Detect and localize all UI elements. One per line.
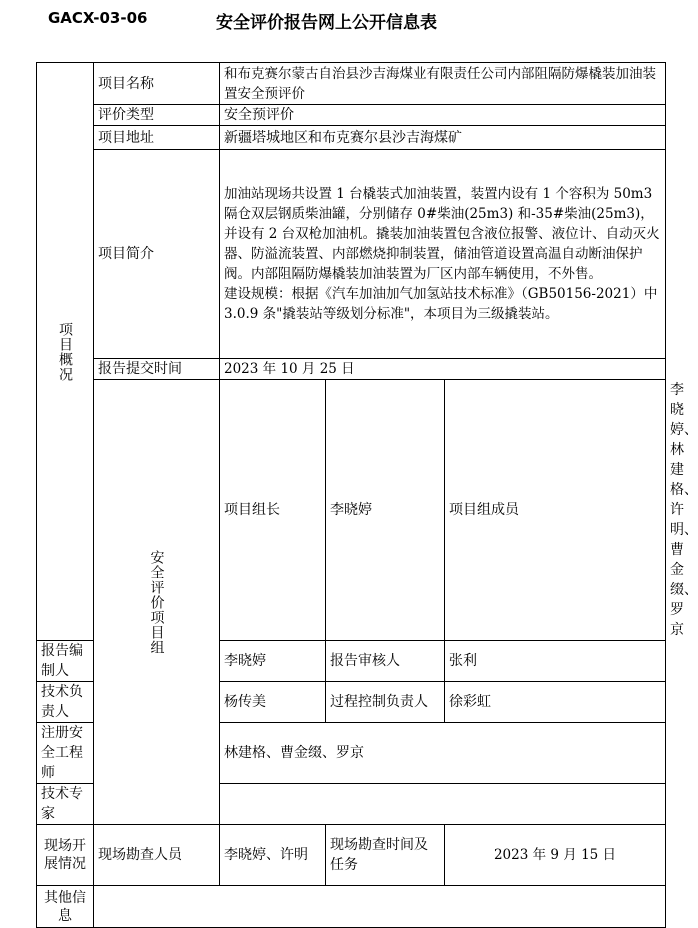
submit-date-label: 报告提交时间 bbox=[94, 359, 220, 380]
tech-lead-label: 技术负责人 bbox=[37, 682, 94, 723]
other-info-value bbox=[94, 886, 666, 928]
project-intro-paragraph-1: 加油站现场共设置 1 台橇装式加油装置，装置内设有 1 个容积为 50m3 隔仓双层钢质柴油罐，分别储存 0#柴油(25m3) 和-35#柴油(25m3)，并设有 2 台双枪加油机。撬装加油装置包含液位报警、液位计、自动灭火器、防溢流装置、内部燃烧抑制装置，储油管道设置高温自动断油保护阀。内部阻隔防爆橇装加油装置为厂区内部车辆使用，不外售。 bbox=[224, 186, 660, 282]
info-table: 项目概况 项目名称 和布克赛尔蒙古自治县沙吉海煤业有限责任公司内部阻隔防爆橇装加油装置安全预评价 评价类型 安全预评价 项目地址 新疆塔城地区和布克赛尔县沙吉海煤矿 项目简介 加油站现场共设置 1 台橇装式加油装置，装置内设有 1 个容积为 50m3 隔仓双层钢质柴油罐，分别储存 0#柴油(25m3) 和-35#柴油(25m3)，并设有 2 台双枪加油机。撬装加油装置包含液位报警、液位计、自动灭火器、防溢流装置、内部燃烧抑制装置，储油管道设置高温自动断油保护阀。内部阻隔防爆橇装加油装置为厂区内部车辆使用，不外售。 建设规模：根据《汽车加油加气加氢站技术标准》（GB50156-2021）中 3.0.9 条"撬装站等级划分标准"，本项目为三级撬装站。 报告提交时间 2023 年 10 月 25 日 安全评价项目组 项目组长 李晓婷 项目组成员 李晓婷、林建格、许明、曹金缀、罗京 报告编制人 李晓婷 报告审核人 张利 技术负责人 杨传美 过程控制负责人 徐彩虹 注册安全工程师 林建格、曹金缀、罗京 技术专家 现场开展情况 现场勘查人员 李晓婷、许明 现场勘查时间及任务 2023 年 9 月 15 日 其他信息 bbox=[36, 62, 666, 928]
tech-lead-value: 杨传美 bbox=[220, 682, 326, 723]
project-name-value: 和布克赛尔蒙古自治县沙吉海煤业有限责任公司内部阻隔防爆橇装加油装置安全预评价 bbox=[220, 63, 666, 105]
team-members-label: 项目组成员 bbox=[445, 380, 666, 641]
site-section: 现场开展情况 bbox=[37, 825, 94, 886]
site-time-label: 现场勘查时间及任务 bbox=[326, 825, 445, 886]
project-address-value: 新疆塔城地区和布克赛尔县沙吉海煤矿 bbox=[220, 126, 666, 150]
document-title: 安全评价报告网上公开信息表 bbox=[216, 13, 437, 33]
document-code: GACX-03-06 bbox=[48, 9, 148, 27]
project-intro-label: 项目简介 bbox=[94, 150, 220, 359]
team-section-label: 安全评价项目组 bbox=[148, 549, 165, 655]
process-control-label: 过程控制负责人 bbox=[326, 682, 445, 723]
process-control-value: 徐彩虹 bbox=[445, 682, 666, 723]
safety-engineer-label: 注册安全工程师 bbox=[37, 723, 94, 784]
overview-section-label: 项目概况 bbox=[57, 321, 73, 382]
project-intro-paragraph-2: 建设规模：根据《汽车加油加气加氢站技术标准》（GB50156-2021）中 3.0.9 条"撬装站等级划分标准"，本项目为三级撬装站。 bbox=[224, 286, 658, 322]
project-address-label: 项目地址 bbox=[94, 126, 220, 150]
eval-type-value: 安全预评价 bbox=[220, 105, 666, 126]
report-writer-value: 李晓婷 bbox=[220, 641, 326, 682]
safety-engineer-value: 林建格、曹金缀、罗京 bbox=[220, 723, 666, 784]
overview-section bbox=[37, 63, 94, 641]
team-section bbox=[94, 380, 220, 825]
report-reviewer-label: 报告审核人 bbox=[326, 641, 445, 682]
site-people-label: 现场勘查人员 bbox=[94, 825, 220, 886]
report-writer-label: 报告编制人 bbox=[37, 641, 94, 682]
submit-date-value: 2023 年 10 月 25 日 bbox=[220, 359, 666, 380]
tech-expert-value bbox=[220, 784, 666, 825]
site-time-value: 2023 年 9 月 15 日 bbox=[445, 825, 666, 886]
eval-type-label: 评价类型 bbox=[94, 105, 220, 126]
report-reviewer-value: 张利 bbox=[445, 641, 666, 682]
project-intro-value bbox=[220, 150, 666, 359]
site-people-value: 李晓婷、许明 bbox=[220, 825, 326, 886]
other-section: 其他信息 bbox=[37, 886, 94, 928]
team-leader-label: 项目组长 bbox=[220, 380, 326, 641]
project-name-label: 项目名称 bbox=[94, 63, 220, 105]
tech-expert-label: 技术专家 bbox=[37, 784, 94, 825]
team-leader-value: 李晓婷 bbox=[326, 380, 445, 641]
